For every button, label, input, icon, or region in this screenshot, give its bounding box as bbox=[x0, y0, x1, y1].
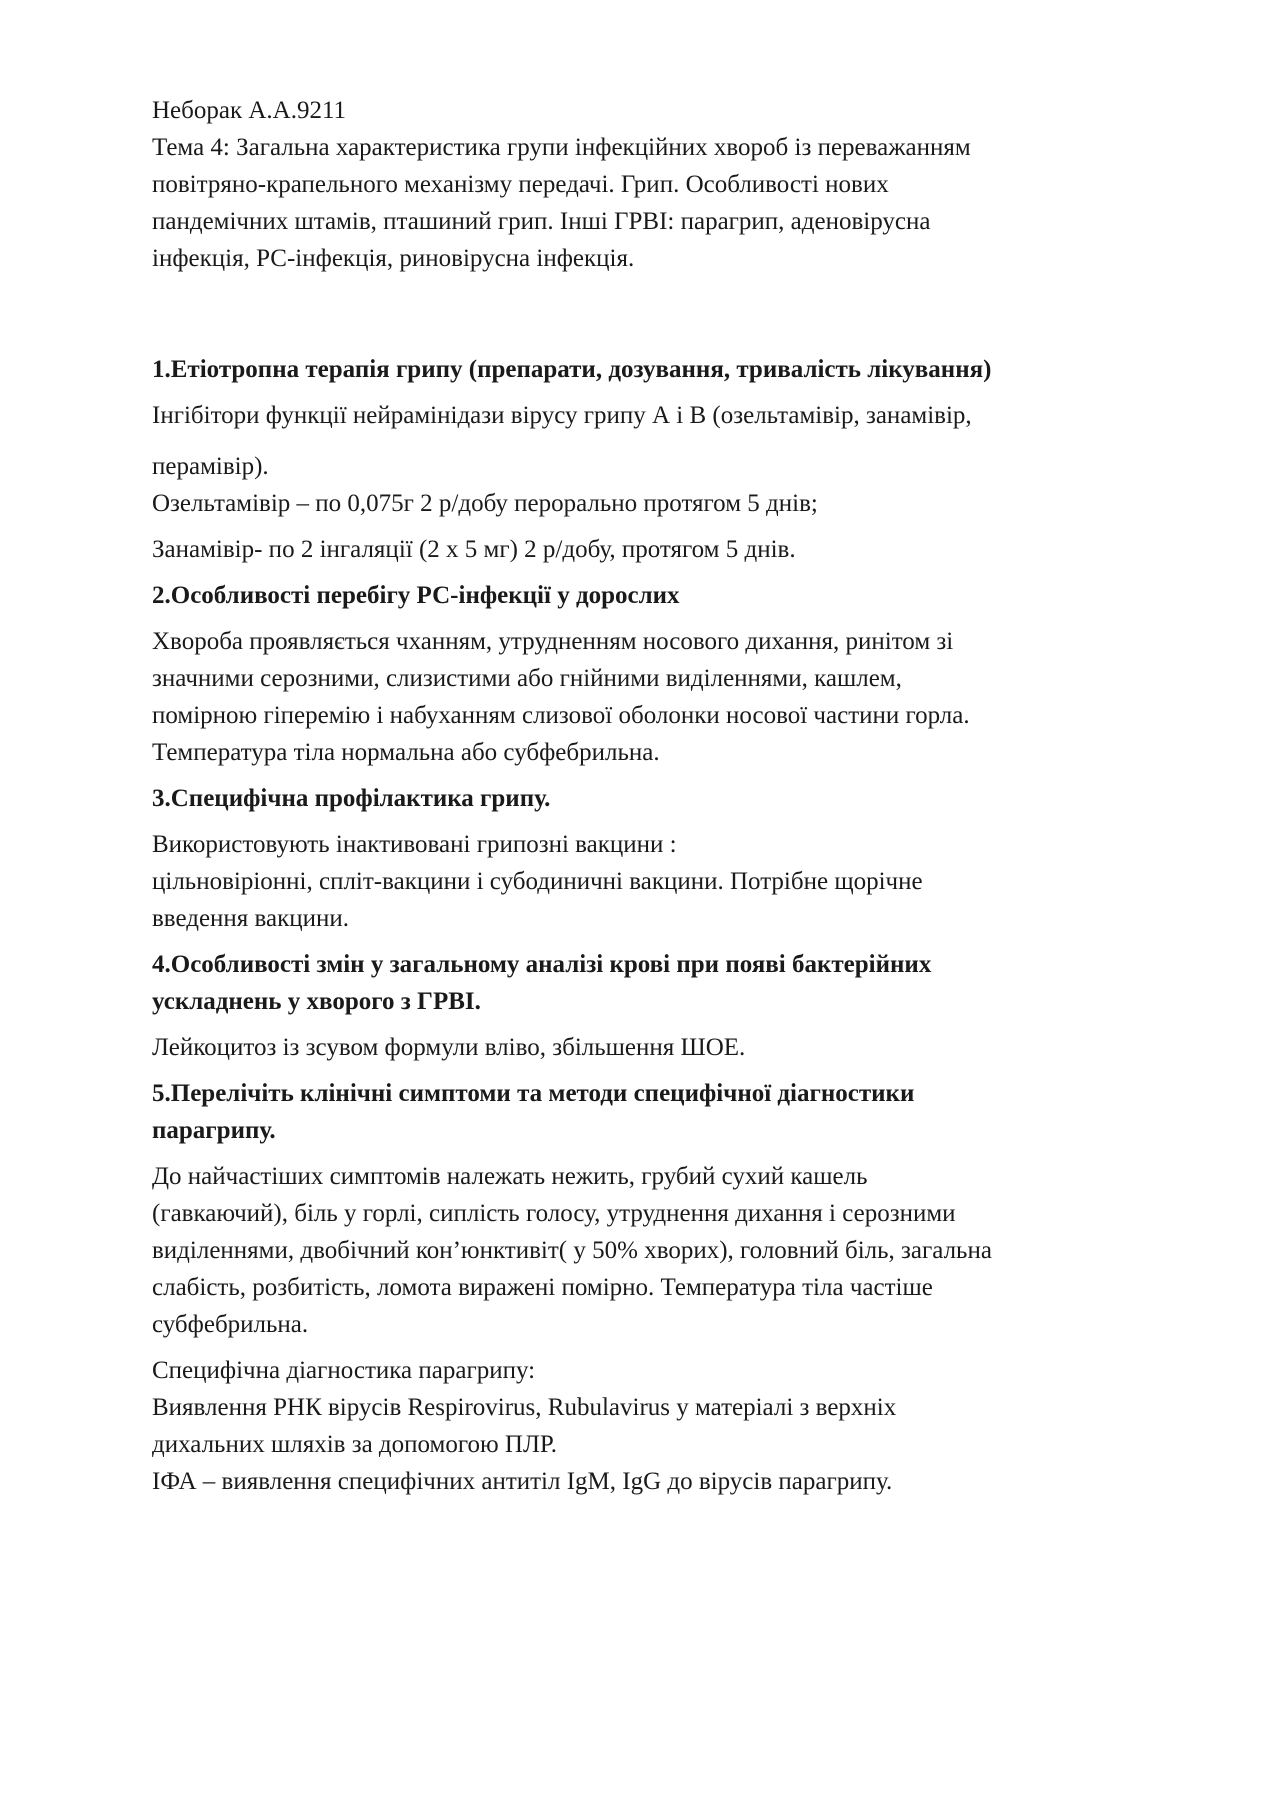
topic-line: повітряно-крапельного механізму передачі. Грип. Особливості нових bbox=[152, 171, 889, 198]
question-5-title bbox=[152, 1075, 1162, 1149]
question-title-line: 5.Перелічіть клінічні симптоми та методи специфічної діагностики bbox=[152, 1080, 915, 1107]
answer-line: значними серозними, слизистими або гнійними виділеннями, кашлем, bbox=[152, 665, 902, 692]
question-3-title: 3.Специфічна профілактика грипу. bbox=[152, 785, 551, 812]
document-page bbox=[152, 92, 1162, 1509]
question-1-section bbox=[152, 351, 1162, 568]
answer-paragraph bbox=[152, 623, 1162, 771]
symptoms-paragraph bbox=[152, 1158, 1162, 1343]
answer-line: введення вакцини. bbox=[152, 905, 350, 932]
question-4-section bbox=[152, 946, 1162, 1066]
answer-line: помірною гіперемію і набуханням слизової оболонки носової частини горла. bbox=[152, 702, 970, 729]
answer-line: ІФА – виявлення специфічних антитіл IgM, IgG до вірусів парагрипу. bbox=[152, 1468, 893, 1495]
answer-line: виділеннями, двобічний кон’юнктивіт( у 50% хворих), головний біль, загальна bbox=[152, 1237, 992, 1264]
topic-line: Тема 4: Загальна характеристика групи інфекційних хвороб із переважанням bbox=[152, 134, 971, 161]
document-header bbox=[152, 92, 1162, 277]
answer-text: Занамівір- по 2 інгаляції (2 х 5 мг) 2 р/добу, протягом 5 днів. bbox=[152, 536, 796, 563]
answer-paragraph bbox=[152, 826, 1162, 937]
answer-line: Виявлення РНК вірусів Respirovirus, Rubulavirus у матеріалі з верхніх bbox=[152, 1394, 897, 1421]
answer-line: Специфічна діагностика парагрипу: bbox=[152, 1357, 536, 1384]
answer-line: Температура тіла нормальна або субфебрильна. bbox=[152, 739, 660, 766]
answer-line: Використовують інактивовані грипозні вакцини : bbox=[152, 831, 677, 858]
topic-line: пандемічних штамів, пташиний грип. Інші ГРВІ: парагрип, аденовірусна bbox=[152, 208, 931, 235]
diagnostics-paragraph bbox=[152, 1352, 1162, 1500]
answer-line: Хвороба проявляється чханням, утрудненням носового дихання, ринітом зі bbox=[152, 628, 954, 655]
question-title-line: ускладнень у хворого з ГРВІ. bbox=[152, 988, 481, 1015]
question-title-line: парагрипу. bbox=[152, 1117, 276, 1144]
question-3-section bbox=[152, 780, 1162, 937]
section-spacer bbox=[152, 277, 1162, 351]
question-2-section bbox=[152, 577, 1162, 771]
question-4-title bbox=[152, 946, 1162, 1020]
question-1-title: 1.Етіотропна терапія грипу (препарати, дозування, тривалість лікування) bbox=[152, 356, 992, 383]
topic-line: інфекція, РС-інфекція, риновірусна інфекція. bbox=[152, 245, 635, 272]
answer-line: слабість, розбитість, ломота виражені помірно. Температура тіла частіше bbox=[152, 1274, 933, 1301]
answer-text: Інгібітори функції нейрамінідази вірусу грипу А і В (озельтамівір, занамівір, bbox=[152, 402, 972, 429]
answer-line: субфебрильна. bbox=[152, 1311, 309, 1338]
answer-line: дихальних шляхів за допомогою ПЛР. bbox=[152, 1431, 557, 1458]
question-5-section bbox=[152, 1075, 1162, 1500]
answer-text: перамівір). bbox=[152, 453, 269, 480]
question-2-title: 2.Особливості перебігу РС-інфекції у дорослих bbox=[152, 582, 680, 609]
answer-text: Озельтамівір – по 0,075г 2 р/добу перорально протягом 5 днів; bbox=[152, 490, 818, 517]
answer-line: До найчастіших симптомів належать нежить, грубий сухий кашель bbox=[152, 1163, 868, 1190]
author-line: Неборак А.А.9211 bbox=[152, 97, 347, 124]
answer-line: цільновіріонні, спліт-вакцини і субодиничні вакцини. Потрібне щорічне bbox=[152, 868, 923, 895]
answer-text: Лейкоцитоз із зсувом формули вліво, збільшення ШОЕ. bbox=[152, 1034, 746, 1061]
question-title-line: 4.Особливості змін у загальному аналізі крові при появі бактерійних bbox=[152, 951, 932, 978]
answer-line: (гавкаючий), біль у горлі, сиплість голосу, утруднення дихання і серозними bbox=[152, 1200, 956, 1227]
